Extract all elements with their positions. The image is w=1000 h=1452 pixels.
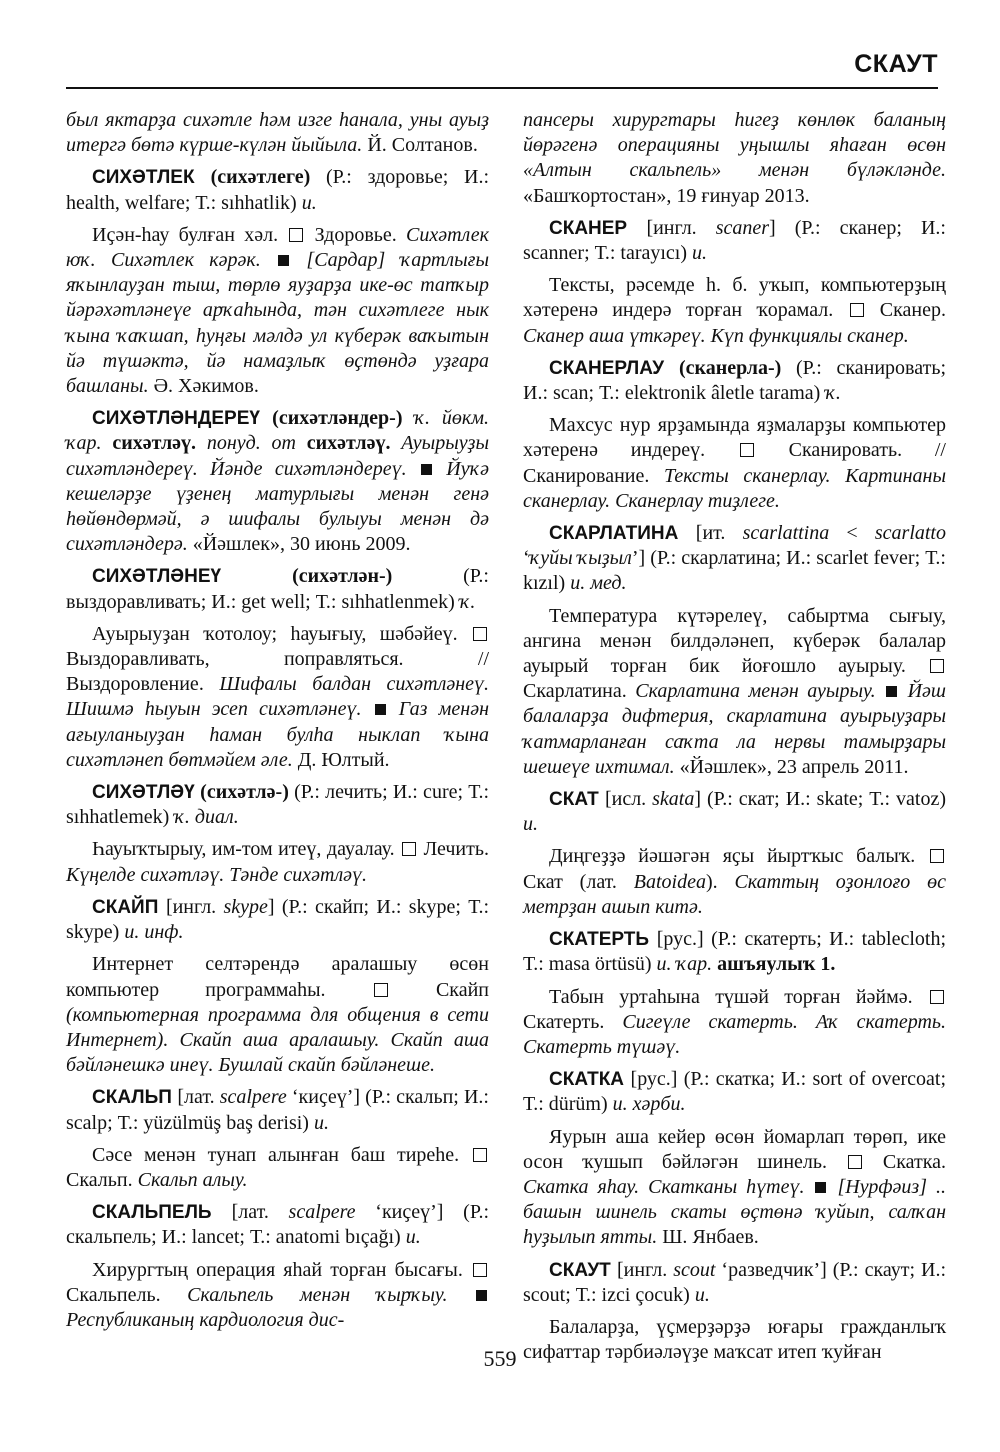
text-segment: Выздоравливать, поправляться. // Выздоровление. [66,648,489,696]
text-segment: ҡ. йөкм. ҡар. [66,407,489,455]
definition-paragraph [66,952,489,1078]
text-segment: (сихәтлеге) [210,166,311,189]
definition-paragraph [523,844,946,920]
text-segment: (сихәтлән-) [292,565,393,588]
text-segment: [Сардар] ҡартлығы яҡынлауҙан тыш, төрлө яуҙарҙа ике-өс тапҡыр йәрәхәтләнеүе арҡаһында, тән сихәтлеге нык ҡына ҡаҡшап, һуңғы мәлдә ул күберәк ваҡытын йә түшәктә, йә намаҙлыҡ өҫтөндә уҙғара башланы. [66,249,489,398]
text-segment: ҡ. диал. [174,806,239,829]
text-segment: Ауырыуҙы сихәтләндереү. Йәнде сихәтләндереү. [66,432,489,480]
text-segment: и. ҡар. [656,953,718,976]
text-segment: scaner [715,216,770,239]
text-segment: scout [673,1258,716,1281]
text-segment: Табын уртаһына түшәй торған йәймә. [549,985,928,1008]
text-segment: ҡ. [459,590,476,613]
text-segment: [ит. [695,522,743,545]
text-segment: Скарлатина. [523,680,636,703]
text-segment: skata [652,788,695,811]
text-segment: < [829,522,875,545]
text-segment: Сканер. [865,299,946,322]
left-column [66,108,489,1340]
entry-paragraph [523,1258,946,1308]
text-segment: Балаларҙа, үҫмерҙәрҙә юғары гражданлыҡ сифаттар тәрбиәләүҙе маҡсат итеп ҡуйған [523,1315,946,1364]
text-segment: [исл. [604,788,653,811]
entry-paragraph [523,1067,946,1117]
text-segment: ‘ [523,547,530,570]
text-segment: ашъяулыҡ 1. [717,953,836,976]
russian-equivalent-marker-icon [473,1148,487,1162]
text-segment: Газ менән ағыуланыуҙан һаман булһа ныклап ҡына сихәтләнеп бөтмәйем әле. [66,698,489,771]
text-segment: и. [692,242,708,265]
definition-paragraph [523,273,946,349]
text-segment: Скальпель менән ҡырҡыу. [187,1283,474,1306]
text-segment: (Р.: выздоравливать; И.: get well; Т.: sıhhatlenmek) [66,565,489,613]
running-head: СКАУТ [854,50,938,78]
text-segment: [Нурфәиз] .. башын шинель скаты өҫтөнә ҡуйып, салҡан һуҙылып ятты. [523,1175,946,1249]
headword: СКАТ [549,789,605,811]
text-segment: ҡуйы ҡыҙыл [529,547,632,570]
text-segment: ‘киҫеү’] (Р.: скальп; И.: scalp; Т.: yüzülmüş baş derisi) [66,1086,489,1134]
text-segment: «Башҡортостан», 19 ғинуар 2013. [523,184,810,207]
text-segment: Температура күтәрелеү, сабыртма сығыу, ангина менән билдәләнеп, күберәк балалар ауырый торған бик йоғошло ауырыу. [523,604,946,678]
russian-equivalent-marker-icon [930,849,944,863]
text-segment: и. [405,1226,421,1249]
text-segment: Сәсе менән тунап алынған баш тиреһе. [92,1143,471,1166]
text-segment: ‘разведчик’] (Р.: скаут; И.: scout; Т.: izci çocuk) [523,1258,946,1306]
entry-paragraph [523,927,946,977]
text-segment: Һауыҡтырыу, им-том итеү, дауалау. [92,838,401,861]
text-segment: Йәш балаларҙа дифтерия, скарлатина ауырыуҙары ҡатмарланған саҡта ла нервы тамырҙары шешеүе ихтимал. [523,680,947,778]
entry-paragraph [523,216,946,266]
text-segment: Шифалы балдан сихәтләнеү. Шишмә һыуын эсеп сихәтләнеү. [66,673,489,721]
text-segment: [рус.] (Р.: скатка; И.: sort of overcoat; Т.: dürüm) [523,1068,947,1116]
entry-paragraph [66,564,489,614]
text-segment: Сканировать. // Сканирование. [523,439,946,487]
example-quote-marker-icon [375,704,386,715]
russian-equivalent-marker-icon [850,303,864,317]
text-segment: Скальпель. [66,1283,188,1306]
example-quote-marker-icon [886,686,897,697]
text-segment: Яурын аша кейер өсөн йомарлап төрөп, ике осон ҡушып бәйләгән шинель. [523,1125,946,1173]
text-segment: сихәтләү. [306,432,391,455]
text-segment: Скатка. [863,1150,946,1173]
text-segment: Лечить. [418,838,489,861]
example-quote-marker-icon [278,255,289,266]
text-segment: Скальп. [66,1168,138,1191]
text-segment: и. мед. [570,572,627,595]
text-segment: Сигеүле скатерть. Аҡ скатерть. Скатерть түшәү. [523,1010,946,1058]
headword: СКАЙП [92,896,166,918]
headword: СКАУТ [549,1259,617,1281]
text-segment: ҡ. [825,382,841,405]
definition-paragraph [523,604,946,780]
entry-paragraph [66,895,489,945]
definition-paragraph [66,1143,489,1193]
text-segment: (Р.: сканировать; И.: scan; Т.: elektronik âletle tarama) [523,356,947,405]
text-segment: [лат. [177,1086,220,1109]
russian-equivalent-marker-icon [848,1155,862,1169]
russian-equivalent-marker-icon [740,443,754,457]
entry-paragraph [66,1200,489,1250]
text-segment: и. [694,1283,710,1306]
headword: СКАЛЬП [92,1087,178,1109]
text-segment [402,407,414,429]
text-segment: Скатка яһау. Скатканы һүтеү. [523,1175,814,1198]
definition-paragraph [523,1125,946,1251]
text-segment: Сихәтлек юҡ. Сихәтлек кәрәк. [66,223,490,272]
entry-paragraph [66,165,489,215]
russian-equivalent-marker-icon [930,990,944,1004]
text-segment: ‘киҫеү’] (Р.: скальпель; И.: lancet; Т.: anatomi bıçağı) [66,1201,489,1249]
russian-equivalent-marker-icon [930,659,944,673]
definition-paragraph [66,223,489,399]
text-segment: Хирургтың операция яһай торған бысағы. [92,1258,471,1281]
text-segment [390,432,401,454]
entry-paragraph [66,1085,489,1135]
text-segment: [ингл. [165,895,224,918]
text-segment: «Йәшлек», 23 апрель 2011. [679,755,909,778]
right-column [523,108,946,1372]
entry-paragraph [66,406,489,557]
example-quote-marker-icon [815,1182,826,1193]
text-segment: ’] (Р.: скарлатина; И.: scarlet fever; Т.: kızıl) [523,547,946,595]
text-segment: и. [523,813,538,836]
text-segment: Здоровье. [305,223,407,246]
headword: СИХӘТЛӘНДЕРЕҮ [92,408,273,430]
text-segment: (сканерла-) [679,356,782,379]
text-segment: scarlattina [742,522,830,545]
text-segment: [рус.] (Р.: скатерть; И.: tablecloth; Т.: masa örtüsü) [523,928,946,976]
text-segment: ] (Р.: скат; И.: skate; Т.: vatoz) [694,788,946,811]
text-segment: Скат (лат. [523,870,634,893]
text-segment: [лат. [231,1201,289,1224]
definition-paragraph [66,1258,489,1334]
text-segment: был яктарҙа сихәтле һәм изге һанала, уны ауыҙ итергә бөтә күрше-күлән йыйыла. [66,109,489,157]
definition-paragraph [523,413,946,514]
text-segment [196,432,207,454]
continued-paragraph [66,108,489,158]
text-segment: [ингл. [646,216,716,239]
text-segment: Ә. Хәкимов. [153,375,259,398]
header-rule [66,87,938,89]
text-segment: и. [313,1111,329,1134]
text-segment: Й. Солтанов. [367,134,478,157]
text-segment: Скайп [389,978,489,1001]
entry-paragraph [523,787,946,837]
text-segment: Иҫән-һау булған хәл. [92,223,288,246]
text-segment: Ауырыуҙан ҡотолоу; һауығыу, шәбәйеү. [92,622,471,645]
text-segment: skype [223,895,268,918]
continued-paragraph [523,108,946,209]
text-segment: Сканер аша үткәреү. Күп функциялы сканер. [523,324,909,347]
headword: СКАТЕРТЬ [549,929,657,951]
text-segment: (Р.: лечить; И.: cure; Т.: sıhhatlemek) [66,781,490,829]
headword: СКАЛЬПЕЛЬ [92,1202,232,1224]
headword: СКАРЛАТИНА [549,523,696,545]
definition-paragraph [523,985,946,1061]
text-segment: и. хәрби. [612,1093,686,1116]
text-segment: Скатерть. [523,1010,623,1033]
entry-paragraph [66,780,489,830]
text-segment: Тексты сканерлау. Картинаны сканерлау. Сканерлау тиҙлеге. [523,464,946,512]
text-segment: и. [301,191,317,214]
text-segment: Интернет селтәрендә аралашыу өсөн компьютер программаһы. [66,953,489,1001]
text-segment: пансеры хирургтары һигеҙ көнлөк баланың йөрәгенә операцияны уңышлы яһаған өсөн «Алтын скальпель» менән бүләкләнде. [523,109,946,182]
russian-equivalent-marker-icon [289,228,303,242]
text-segment: (сихәтлә-) [200,781,289,804]
text-segment: scalpere [288,1201,356,1224]
headword: СКАТКА [549,1069,631,1091]
text-segment: scarlatto [874,522,946,545]
text-segment: ] (Р.: сканер; И.: scanner; Т.: tarayıcı) [523,216,946,265]
text-segment: Скарлатина менән ауырыу. [635,680,885,703]
text-segment: понуд. от [206,432,307,455]
text-segment: Диңгеҙҙә йәшәгән яҫы йыртҡыс балыҡ. [549,845,928,868]
text-segment: Тексты, рәсемде һ. б. уҡып, компьютерҙың хәтеренә индерә торған ҡорамал. [523,274,946,322]
definition-paragraph [66,622,489,773]
headword: СИХӘТЛӘНЕҮ [92,566,293,588]
text-segment: Скаттың оҙонлоғо өс метрҙан ашып китә. [523,870,946,918]
text-segment: Йуҡә кешеләрҙе үҙенең матурлығы менән генә һөйөндөрмәй, ә шифалы булыуы менән дә сихәтләндерә. [66,457,489,556]
entry-paragraph [523,521,946,597]
text-segment: [ингл. [617,1258,674,1281]
russian-equivalent-marker-icon [402,842,416,856]
text-segment: Махсус нур ярҙамында яҙмаларҙы компьютер хәтеренә индереү. [523,414,946,462]
text-segment: ] (Р.: скайп; И.: skype; Т.: skype) [66,895,489,944]
text-segment: Күңелде сихәтләү. Тәнде сихәтләү. [66,863,368,886]
text-segment: (сихәтләндер-) [272,407,403,430]
text-segment: ). [705,870,735,893]
text-segment: Ш. Янбаев. [662,1226,759,1249]
text-segment: и. инф. [124,921,184,944]
text-segment: scalpere [219,1086,287,1109]
example-quote-marker-icon [421,464,432,475]
russian-equivalent-marker-icon [473,1263,487,1277]
headword: СИХӘТЛЕК [92,167,211,189]
russian-equivalent-marker-icon [473,627,487,641]
headword: СКАНЕРЛАУ [549,357,679,379]
text-segment: Batoidea [633,870,706,893]
russian-equivalent-marker-icon [374,983,388,997]
text-segment: сихәтләү. [112,432,197,455]
headword: СИХӘТЛӘҮ [92,782,201,804]
text-segment: (Р.: здоровье; И.: health, welfare; Т.: sıhhatlik) [66,166,489,214]
text-segment: «Йәшлек», 30 июнь 2009. [192,533,411,556]
text-segment: Республиканың кардиология дис- [66,1308,345,1331]
entry-paragraph [523,356,946,406]
page-number: 559 [483,1346,517,1371]
text-segment: (компьютерная программа для общения в сети Интернет). Скайп аша аралашыу. Скайп аша бәйләнешкә инеү. Бушлай скайп бәйләнеше. [66,1003,489,1077]
text-segment: Скальп алыу. [137,1168,248,1191]
headword: СКАНЕР [549,217,647,239]
text-segment: Д. Юлтый. [297,748,390,771]
definition-paragraph [66,837,489,887]
example-quote-marker-icon [476,1290,487,1301]
